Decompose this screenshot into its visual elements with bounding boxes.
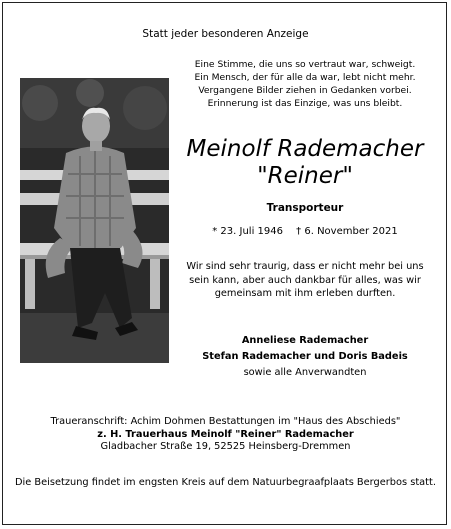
portrait-photo-icon [20, 78, 169, 363]
death-date: † 6. November 2021 [296, 226, 398, 237]
nickname: "Reiner" [257, 163, 353, 189]
poem-line: Ein Mensch, der für alle da war, lebt nicht mehr. [194, 72, 416, 83]
poem-line: Vergangene Bilder ziehen in Gedanken vorbei. [198, 85, 412, 96]
family-signatures [180, 333, 430, 381]
poem-line: Eine Stimme, die uns so vertraut war, schweigt. [194, 59, 416, 70]
funeral-note: Die Beisetzung findet im engsten Kreis auf dem Natuurbegraafplaats Bergerbos statt. [15, 477, 436, 488]
life-dates [180, 226, 430, 237]
address-line: Traueranschrift: Achim Dohmen Bestattungen im "Haus des Abschieds" [50, 416, 401, 427]
birth-date: * 23. Juli 1946 [212, 226, 283, 237]
mourning-message [180, 260, 430, 301]
family-member: Stefan Rademacher und Doris Badeis [202, 351, 408, 362]
address-line: z. H. Trauerhaus Meinolf "Reiner" Rademacher [97, 428, 354, 440]
full-name: Meinolf Rademacher [186, 136, 424, 162]
notice-header: Statt jeder besonderen Anzeige [142, 28, 309, 40]
message-line: sein kann, aber auch dankbar für alles, was wir [189, 274, 421, 286]
message-line: gemeinsam mit ihm erleben durften. [214, 288, 396, 299]
relatives-line: sowie alle Anverwandten [243, 367, 367, 378]
poem [190, 58, 420, 110]
message-line: Wir sind sehr traurig, dass er nicht mehr bei uns [186, 261, 424, 272]
address-line: Gladbacher Straße 19, 52525 Heinsberg-Dremmen [100, 441, 351, 452]
poem-line: Erinnerung ist das Einzige, was uns bleibt. [207, 98, 403, 109]
deceased-name [180, 136, 430, 190]
condolence-address [0, 416, 451, 454]
occupation: Transporteur [266, 202, 344, 214]
family-member: Anneliese Rademacher [241, 335, 369, 346]
